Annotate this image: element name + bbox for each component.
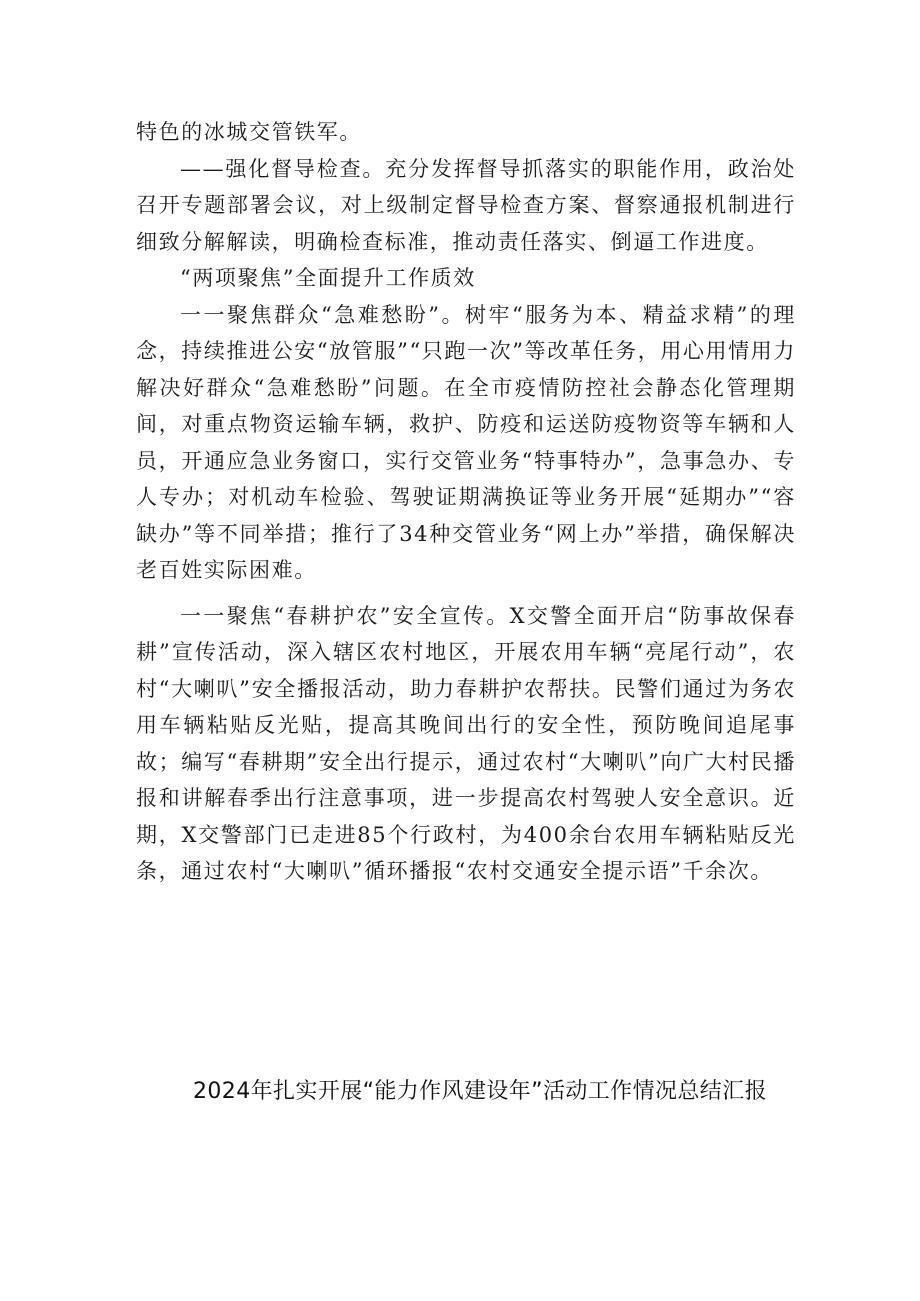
paragraph-focus-public: 一一聚焦群众“急难愁盼”。树牢“服务为本、精益求精”的理念，持续推进公安“放管服”“只跑一次”等改革任务，用心用情用力解决好群众“急难愁盼”问题。在全市疫情防控社会静态化管理期间，对重点物资运输车辆，救护、防疫和运送防疫物资等车辆和人员，开通应急业务窗口，实行交管业务“特事特办”，急事急办、专人专办；对机动车检验、驾驶证期满换证等业务开展“延期办”“容缺办”等不同举措；推行了34种交管业务“网上办”举措，确保解决老百姓实际困难。 [136, 302, 796, 582]
document-title: 2024年扎实开展“能力作风建设年”活动工作情况总结汇报 [193, 1079, 767, 1104]
paragraph-continuation: 特色的冰城交管铁军。 [136, 120, 362, 144]
paragraph-focus-farming: 一一聚焦“春耕护农”安全宣传。X交警全面开启“防事故保春耕”宣传活动，深入辖区农村地区，开展农用车辆“亮尾行动”，农村“大喇叭”安全播报活动，助力春耕护农帮扶。民警们通过为务农用车辆粘贴反光贴，提高其晚间出行的安全性，预防晚间追尾事故；编写“春耕期”安全出行提示，通过农村“大喇叭”向广大村民播报和讲解春季出行注意事项，进一步提高农村驾驶人安全意识。近期，X交警部门已走进85个行政村，为400余台农用车辆粘贴反光条，通过农村“大喇叭”循环播报“农村交通安全提示语”千余次。 [136, 603, 796, 883]
section-heading: “两项聚焦”全面提升工作质效 [180, 266, 476, 290]
document-body [136, 114, 796, 890]
paragraph-supervision: ——强化督导检查。充分发挥督导抓落实的职能作用，政治处召开专题部署会议，对上级制定督导检查方案、督察通报机制进行细致分解解读，明确检查标准，推动责任落实、倒逼工作进度。 [136, 156, 796, 254]
